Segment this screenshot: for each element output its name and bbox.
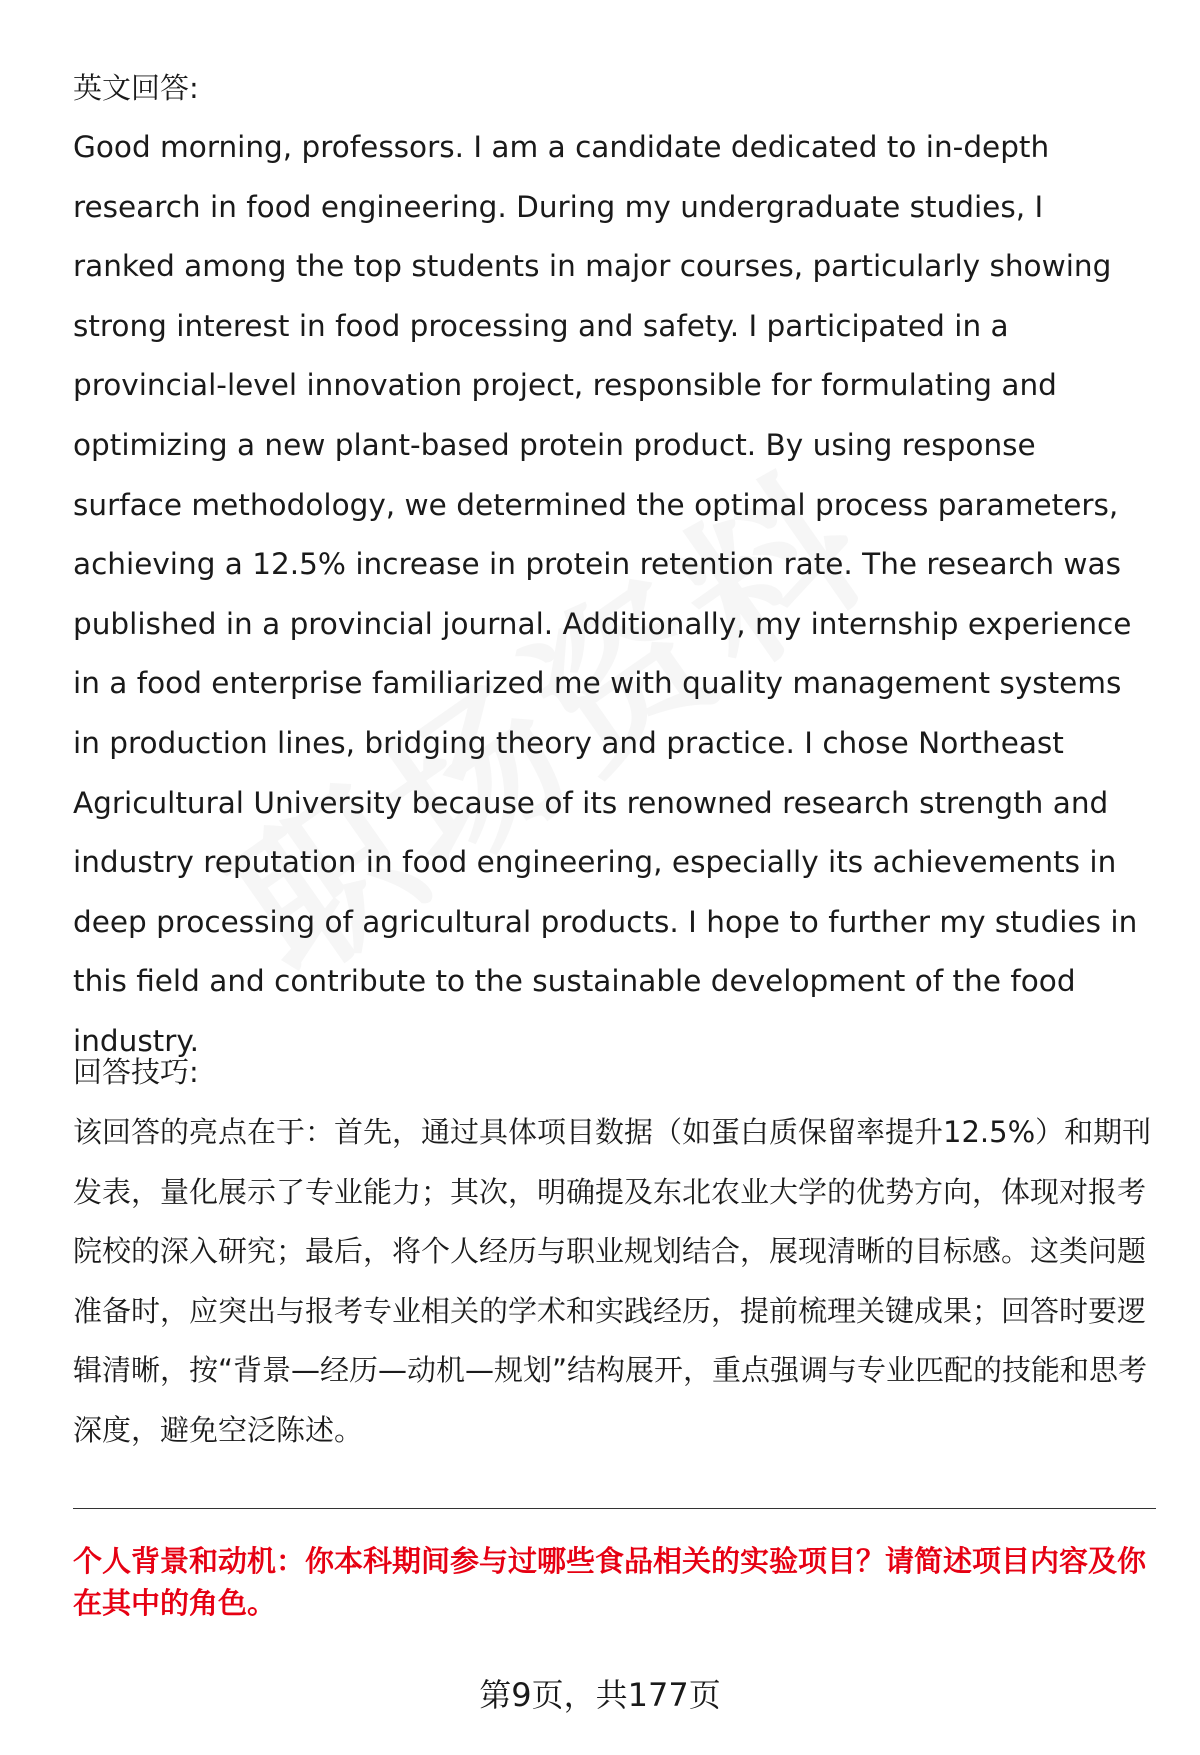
next-question-heading: 个人背景和动机：你本科期间参与过哪些食品相关的实验项目？请简述项目内容及你在其中的角色。 xyxy=(73,1544,1147,1620)
english-answer-label: 英文回答: xyxy=(73,71,199,105)
page-number: 第9页，共177页 xyxy=(479,1676,721,1714)
english-answer-text: Good morning, professors. I am a candidate dedicated to in-depth research in food engineering. During my undergraduate studies, I ranked among the top students in major courses, particularly showing strong interest in food processing and safety. I participated in a provincial-level innovation project, responsible for formulating and optimizing a new plant-based protein product. By using response surface methodology, we determined the optimal process parameters, achieving a 12.5% increase in protein retention rate. The research was published in a provincial journal. Additionally, my internship experience in a food enterprise familiarized me with quality management systems in production lines, bridging theory and practice. I chose Northeast Agricultural University because of its renowned research strength and industry reputation in food engineering, especially its achievements in deep processing of agricultural products. I hope to further my studies in this field and contribute to the sustainable development of the food industry. xyxy=(73,130,1138,1058)
answer-tips-label: 回答技巧: xyxy=(73,1055,199,1089)
answer-tips-text: 该回答的亮点在于：首先，通过具体项目数据（如蛋白质保留率提升12.5%）和期刊发表，量化展示了专业能力；其次，明确提及东北农业大学的优势方向，体现对报考院校的深入研究；最后，将个人经历与职业规划结合，展现清晰的目标感。这类问题准备时，应突出与报考专业相关的学术和实践经历，提前梳理关键成果；回答时要逻辑清晰，按“背景—经历—动机—规划”结构展开，重点强调与专业匹配的技能和思考深度，避免空泛陈述。 xyxy=(73,1115,1152,1447)
section-divider xyxy=(73,1508,1156,1509)
